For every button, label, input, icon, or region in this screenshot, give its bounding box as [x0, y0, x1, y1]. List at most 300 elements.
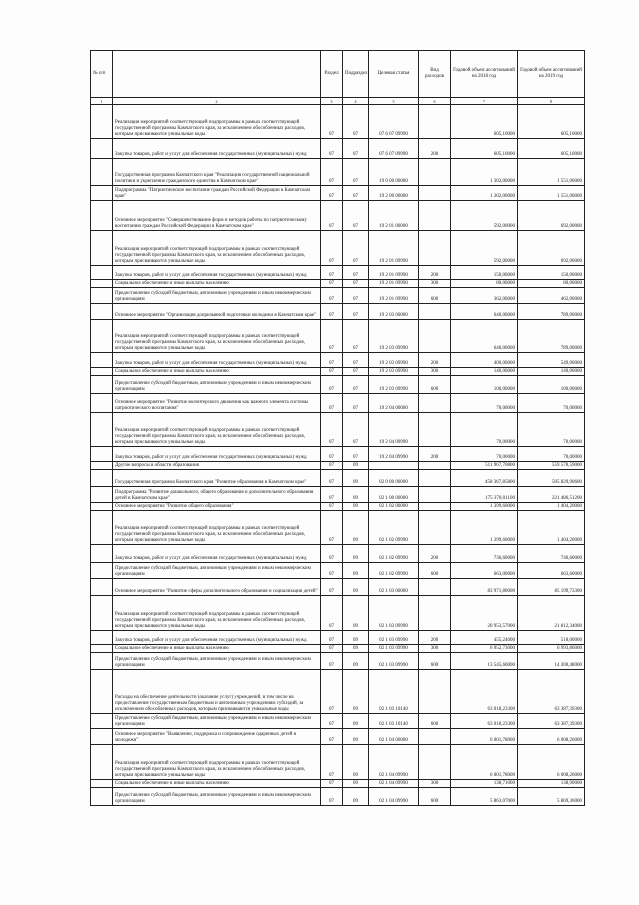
cell-expense-type [419, 579, 451, 596]
cell-name: Расходы на обеспечение деятельности (оказание услуг) учреждений, в том числе на предоставление государственным бюджетным и автономным учреждениям субсидий, за исключением обособленных расходов, которым присваиваются уникальные коды [113, 670, 321, 714]
table-row [91, 266, 585, 280]
cell-number [91, 729, 113, 745]
cell-number [91, 320, 113, 353]
cell-expense-type [419, 487, 451, 503]
table-row [91, 579, 585, 596]
cell-article: 07 6 07 09990 [369, 105, 419, 139]
cell-subsection: 07 [343, 139, 369, 159]
cell-number [91, 788, 113, 806]
table-row [91, 353, 585, 368]
cell-volume-2018: 175 370,01100 [451, 487, 518, 503]
cell-name: Государственная программа Камчатского края "Реализация государственной национальной политики и укрепление гражданского единства в Камчатском крае" [113, 159, 321, 186]
column-number: 5 [369, 98, 419, 105]
table-row [91, 159, 585, 186]
header-subsection: Подраздел [343, 51, 369, 98]
cell-subsection: 07 [343, 105, 369, 139]
cell-section: 07 [321, 745, 343, 780]
cell-volume-2018: 640,00000 [451, 320, 518, 353]
cell-name: Другие вопросы в области образования [113, 462, 321, 470]
cell-article: 19 2 03 09990 [369, 368, 419, 376]
header-section: Раздел [321, 51, 343, 98]
cell-volume-2019: 150,00000 [518, 266, 585, 280]
cell-article: 02 1 02 09990 [369, 511, 419, 545]
cell-article: 02 1 03 09990 [369, 653, 419, 670]
table-row [91, 320, 585, 353]
cell-volume-2018: 13 545,60000 [451, 653, 518, 670]
cell-volume-2018: 100,00000 [451, 376, 518, 394]
cell-expense-type: 200 [419, 353, 451, 368]
cell-expense-type [419, 231, 451, 266]
cell-volume-2018: 63 018,23300 [451, 670, 518, 714]
cell-expense-type: 200 [419, 631, 451, 645]
cell-expense-type [419, 729, 451, 745]
cell-number [91, 563, 113, 579]
table-row [91, 487, 585, 503]
column-number: 6 [419, 98, 451, 105]
cell-number [91, 353, 113, 368]
table-row [91, 563, 585, 579]
cell-name: Реализация мероприятий соответствующей подпрограммы в рамках соответствующей государственной программы Камчатского края, за исключением обособленных расходов, которым присваиваются уникальные коды [113, 320, 321, 353]
cell-name: Социальное обеспечение и иные выплаты населению [113, 280, 321, 288]
cell-section: 07 [321, 394, 343, 413]
cell-volume-2019: 605,10000 [518, 105, 585, 139]
cell-article: 19 2 00 00000 [369, 186, 419, 201]
table-row [91, 745, 585, 780]
cell-article: 02 1 04 09990 [369, 780, 419, 788]
cell-number [91, 579, 113, 596]
cell-section: 07 [321, 186, 343, 201]
cell-volume-2018: 138,71000 [451, 780, 518, 788]
cell-volume-2019: 140,00000 [518, 368, 585, 376]
cell-number [91, 280, 113, 288]
cell-section: 07 [321, 201, 343, 231]
header-volume-2018: Годовой объем ассигнований на 2018 год [451, 51, 518, 98]
header-name [113, 51, 321, 98]
cell-name: Закупка товаров, работ и услуг для обеспечения государственных (муниципальных) нужд [113, 545, 321, 563]
cell-name: Подпрограмма "Патриотическое воспитание граждан Российской Федерации в Камчатском крае" [113, 186, 321, 201]
cell-volume-2019: 692,00000 [518, 231, 585, 266]
table-row [91, 231, 585, 266]
column-number: 8 [518, 98, 585, 105]
cell-volume-2018: 663,00000 [451, 563, 518, 579]
cell-article: 02 1 02 00000 [369, 503, 419, 511]
cell-volume-2019: 692,00000 [518, 201, 585, 231]
budget-table [90, 50, 585, 806]
table-row [91, 280, 585, 288]
table-row [91, 670, 585, 714]
cell-section: 07 [321, 368, 343, 376]
header-expense-type: Вид расходов [419, 51, 451, 98]
table-row [91, 653, 585, 670]
cell-volume-2018: 63 018,23300 [451, 714, 518, 729]
cell-volume-2019: 605,10000 [518, 139, 585, 159]
cell-section: 07 [321, 376, 343, 394]
table-header [91, 51, 585, 105]
cell-expense-type [419, 596, 451, 631]
cell-number [91, 653, 113, 670]
cell-expense-type [419, 745, 451, 780]
table-row [91, 368, 585, 376]
cell-name: Социальное обеспечение и иные выплаты населению [113, 645, 321, 653]
cell-name: Государственная программа Камчатского края "Развитие образования в Камчатском крае" [113, 470, 321, 487]
cell-section: 07 [321, 780, 343, 788]
cell-subsection: 09 [343, 670, 369, 714]
cell-number [91, 487, 113, 503]
cell-volume-2018: 140,00000 [451, 368, 518, 376]
cell-article: 02 1 04 09990 [369, 745, 419, 780]
cell-article: 19 2 03 00000 [369, 304, 419, 320]
table-row [91, 186, 585, 201]
cell-name: Предоставление субсидий бюджетным, автономным учреждениям и иным некоммерческим организациям [113, 563, 321, 579]
cell-volume-2018: 1 302,00000 [451, 159, 518, 186]
cell-name: Основное мероприятие "Развитие общего образования" [113, 503, 321, 511]
cell-volume-2019: 85 199,73300 [518, 579, 585, 596]
cell-section: 07 [321, 788, 343, 806]
table-row [91, 376, 585, 394]
cell-subsection: 09 [343, 745, 369, 780]
cell-number [91, 447, 113, 462]
cell-section: 07 [321, 231, 343, 266]
cell-volume-2018: 83 971,80000 [451, 579, 518, 596]
header-article: Целевая статья [369, 51, 419, 98]
cell-section: 07 [321, 729, 343, 745]
cell-expense-type: 600 [419, 563, 451, 579]
cell-volume-2018: 5 863,07000 [451, 788, 518, 806]
cell-volume-2019: 221 486,51200 [518, 487, 585, 503]
cell-article: 02 0 00 00000 [369, 470, 419, 487]
cell-subsection: 07 [343, 413, 369, 447]
cell-article: 19 2 01 09990 [369, 231, 419, 266]
table-row [91, 631, 585, 645]
table-row [91, 105, 585, 139]
cell-name: Закупка товаров, работ и услуг для обеспечения государственных (муниципальных) нужд [113, 631, 321, 645]
cell-volume-2018: 150,00000 [451, 266, 518, 280]
cell-subsection: 07 [343, 353, 369, 368]
cell-volume-2019: 549,00000 [518, 353, 585, 368]
cell-section: 07 [321, 503, 343, 511]
cell-subsection: 07 [343, 304, 369, 320]
cell-volume-2018: 70,00000 [451, 394, 518, 413]
cell-volume-2019: 663,60000 [518, 563, 585, 579]
cell-name: Предоставление субсидий бюджетным, автономным учреждениям и иным некоммерческим организациям [113, 714, 321, 729]
cell-volume-2019: 70,00000 [518, 394, 585, 413]
table-row [91, 729, 585, 745]
cell-number [91, 394, 113, 413]
cell-section: 07 [321, 645, 343, 653]
cell-number [91, 288, 113, 304]
cell-article: 19 2 03 09990 [369, 376, 419, 394]
cell-expense-type [419, 462, 451, 470]
cell-article: 02 1 02 09990 [369, 545, 419, 563]
cell-number [91, 201, 113, 231]
cell-volume-2018: 1 302,00000 [451, 186, 518, 201]
header-row [91, 51, 585, 98]
cell-subsection: 09 [343, 631, 369, 645]
cell-article: 02 1 03 09990 [369, 645, 419, 653]
cell-expense-type [419, 413, 451, 447]
cell-expense-type: 600 [419, 788, 451, 806]
cell-name: Реализация мероприятий соответствующей подпрограммы в рамках соответствующей государственной программы Камчатского края, за исключением обособленных расходов, которым присваиваются уникальные коды [113, 745, 321, 780]
table-row [91, 470, 585, 487]
header-number: № п/п [91, 51, 113, 98]
cell-section: 07 [321, 487, 343, 503]
cell-expense-type: 200 [419, 266, 451, 280]
cell-volume-2019: 21 812,34000 [518, 596, 585, 631]
cell-article: 02 1 00 00000 [369, 487, 419, 503]
cell-subsection: 07 [343, 368, 369, 376]
table-row [91, 780, 585, 788]
cell-article: 19 2 03 09990 [369, 353, 419, 368]
cell-volume-2019: 5 869,36000 [518, 788, 585, 806]
cell-subsection: 09 [343, 470, 369, 487]
cell-subsection: 09 [343, 462, 369, 470]
cell-name: Закупка товаров, работ и услуг для обеспечения государственных (муниципальных) нужд [113, 353, 321, 368]
cell-article: 19 0 00 00000 [369, 159, 419, 186]
cell-expense-type: 300 [419, 780, 451, 788]
cell-section: 07 [321, 670, 343, 714]
cell-section: 07 [321, 266, 343, 280]
cell-article: 19 2 04 09990 [369, 413, 419, 447]
cell-subsection: 07 [343, 186, 369, 201]
cell-expense-type: 200 [419, 139, 451, 159]
cell-number [91, 139, 113, 159]
cell-subsection: 07 [343, 266, 369, 280]
cell-name: Реализация мероприятий соответствующей подпрограммы в рамках соответствующей государственной программы Камчатского края, за исключением обособленных расходов, которым присваиваются уникальные коды [113, 596, 321, 631]
cell-volume-2019: 80,00000 [518, 280, 585, 288]
cell-expense-type [419, 470, 451, 487]
table-row [91, 413, 585, 447]
table-row [91, 201, 585, 231]
cell-volume-2019: 462,00000 [518, 288, 585, 304]
cell-volume-2018: 605,10000 [451, 105, 518, 139]
cell-article: 19 2 04 09990 [369, 447, 419, 462]
cell-number [91, 462, 113, 470]
cell-name: Подпрограмма "Развитие дошкольного, общего образования и дополнительного образования детей в Камчатском крае" [113, 487, 321, 503]
cell-subsection: 09 [343, 653, 369, 670]
cell-volume-2019: 518,00000 [518, 631, 585, 645]
cell-name: Реализация мероприятий соответствующей подпрограммы в рамках соответствующей государственной программы Камчатского края, за исключением обособленных расходов, которым присваиваются уникальные коды [113, 511, 321, 545]
cell-section: 07 [321, 353, 343, 368]
cell-number [91, 631, 113, 645]
cell-number [91, 596, 113, 631]
cell-article: 07 6 07 09990 [369, 139, 419, 159]
cell-section: 07 [321, 447, 343, 462]
cell-article: 02 1 03 09990 [369, 596, 419, 631]
cell-expense-type [419, 394, 451, 413]
column-number: 4 [343, 98, 369, 105]
table-row [91, 304, 585, 320]
table-row [91, 139, 585, 159]
cell-volume-2019: 1 404,20000 [518, 511, 585, 545]
cell-subsection: 09 [343, 487, 369, 503]
cell-name: Реализация мероприятий соответствующей подпрограммы в рамках соответствующей государственной программы Камчатского края, за исключением обособленных расходов, которым присваиваются уникальные коды [113, 413, 321, 447]
cell-name: Предоставление субсидий бюджетным, автономным учреждениям и иным некоммерческим организациям [113, 376, 321, 394]
cell-expense-type: 600 [419, 714, 451, 729]
cell-number [91, 745, 113, 780]
cell-name: Предоставление субсидий бюджетным, автономным учреждениям и иным некоммерческим организациям [113, 653, 321, 670]
cell-number [91, 503, 113, 511]
cell-volume-2019: 6 008,26000 [518, 745, 585, 780]
cell-volume-2018: 362,00000 [451, 288, 518, 304]
cell-subsection: 09 [343, 511, 369, 545]
cell-name: Основное мероприятие "Организация допризывной подготовки молодежи в Камчатском крае" [113, 304, 321, 320]
cell-article: 19 2 01 09990 [369, 288, 419, 304]
cell-volume-2018: 400,00000 [451, 353, 518, 368]
cell-subsection: 09 [343, 714, 369, 729]
cell-name: Закупка товаров, работ и услуг для обеспечения государственных (муниципальных) нужд [113, 266, 321, 280]
cell-expense-type: 600 [419, 653, 451, 670]
cell-name: Предоставление субсидий бюджетным, автономным учреждениям и иным некоммерческим организациям [113, 288, 321, 304]
cell-volume-2019: 63 387,39300 [518, 670, 585, 714]
cell-section: 07 [321, 462, 343, 470]
table-row [91, 288, 585, 304]
cell-article: 19 2 01 09990 [369, 266, 419, 280]
cell-article: 02 1 04 09990 [369, 788, 419, 806]
cell-expense-type [419, 159, 451, 186]
cell-article: 02 1 02 09990 [369, 563, 419, 579]
cell-article: 02 1 03 00000 [369, 579, 419, 596]
cell-volume-2019: 6 008,26000 [518, 729, 585, 745]
cell-subsection: 07 [343, 201, 369, 231]
table-row [91, 714, 585, 729]
cell-volume-2019: 789,00000 [518, 320, 585, 353]
cell-number [91, 304, 113, 320]
cell-subsection: 07 [343, 376, 369, 394]
column-number: 3 [321, 98, 343, 105]
cell-number [91, 470, 113, 487]
cell-volume-2018: 605,10000 [451, 139, 518, 159]
cell-subsection: 09 [343, 729, 369, 745]
cell-volume-2018: 70,00000 [451, 447, 518, 462]
cell-subsection: 07 [343, 231, 369, 266]
table-row [91, 788, 585, 806]
column-number-row [91, 98, 585, 105]
cell-volume-2018: 736,60000 [451, 545, 518, 563]
cell-section: 07 [321, 653, 343, 670]
cell-name: Основное мероприятие "Развитие волонтерского движения как важного элемента системы патриотического воспитания" [113, 394, 321, 413]
table-row [91, 503, 585, 511]
cell-volume-2019: 1 404,20000 [518, 503, 585, 511]
cell-volume-2018: 70,00000 [451, 413, 518, 447]
cell-expense-type: 300 [419, 645, 451, 653]
cell-article: 02 1 03 10140 [369, 670, 419, 714]
cell-number [91, 511, 113, 545]
cell-article: 19 2 04 00000 [369, 394, 419, 413]
cell-expense-type [419, 304, 451, 320]
cell-number [91, 105, 113, 139]
cell-section: 07 [321, 511, 343, 545]
cell-section: 07 [321, 320, 343, 353]
cell-subsection: 07 [343, 447, 369, 462]
cell-volume-2018: 6 001,78000 [451, 729, 518, 745]
cell-expense-type [419, 670, 451, 714]
cell-section: 07 [321, 105, 343, 139]
cell-section: 07 [321, 139, 343, 159]
cell-section: 07 [321, 159, 343, 186]
cell-volume-2018: 6 001,78000 [451, 745, 518, 780]
cell-name: Реализация мероприятий соответствующей подпрограммы в рамках соответствующей государственной программы Камчатского края, за исключением обособленных расходов, которым присваиваются уникальные коды [113, 105, 321, 139]
cell-subsection: 09 [343, 503, 369, 511]
table-row [91, 447, 585, 462]
cell-number [91, 186, 113, 201]
cell-subsection: 07 [343, 159, 369, 186]
cell-number [91, 413, 113, 447]
column-number: 1 [91, 98, 113, 105]
cell-section: 07 [321, 631, 343, 645]
cell-subsection: 09 [343, 579, 369, 596]
cell-name: Социальное обеспечение и иные выплаты населению [113, 780, 321, 788]
cell-subsection: 07 [343, 320, 369, 353]
cell-volume-2019: 63 387,39300 [518, 714, 585, 729]
cell-number [91, 266, 113, 280]
cell-section: 07 [321, 288, 343, 304]
cell-number [91, 231, 113, 266]
cell-number [91, 714, 113, 729]
column-number: 7 [451, 98, 518, 105]
cell-volume-2019: 6 993,86000 [518, 645, 585, 653]
cell-volume-2018: 592,00000 [451, 201, 518, 231]
cell-volume-2018: 640,00000 [451, 304, 518, 320]
cell-article: 19 2 01 00000 [369, 201, 419, 231]
cell-volume-2019: 1 551,00000 [518, 159, 585, 186]
cell-volume-2018: 1 399,60000 [451, 503, 518, 511]
cell-subsection: 09 [343, 596, 369, 631]
cell-number [91, 545, 113, 563]
cell-article [369, 462, 419, 470]
cell-expense-type [419, 503, 451, 511]
cell-volume-2018: 20 953,57000 [451, 596, 518, 631]
cell-number [91, 670, 113, 714]
cell-subsection: 09 [343, 645, 369, 653]
cell-volume-2019: 138,90000 [518, 780, 585, 788]
cell-volume-2018: 80,00000 [451, 280, 518, 288]
cell-volume-2019: 1 551,00000 [518, 186, 585, 201]
cell-volume-2019: 100,00000 [518, 376, 585, 394]
cell-section: 07 [321, 304, 343, 320]
cell-volume-2018: 1 399,60000 [451, 511, 518, 545]
cell-article: 02 1 03 10140 [369, 714, 419, 729]
cell-expense-type [419, 320, 451, 353]
cell-expense-type: 200 [419, 447, 451, 462]
cell-number [91, 159, 113, 186]
table-row [91, 462, 585, 470]
cell-section: 07 [321, 579, 343, 596]
cell-number [91, 376, 113, 394]
cell-name: Реализация мероприятий соответствующей подпрограммы в рамках соответствующей государственной программы Камчатского края, за исключением обособленных расходов, которым присваиваются уникальные коды [113, 231, 321, 266]
cell-subsection: 07 [343, 394, 369, 413]
column-number: 2 [113, 98, 321, 105]
cell-article: 02 1 03 09990 [369, 631, 419, 645]
cell-number [91, 645, 113, 653]
cell-name: Закупка товаров, работ и услуг для обеспечения государственных (муниципальных) нужд [113, 447, 321, 462]
header-volume-2019: Годовой объем ассигнований на 2019 год [518, 51, 585, 98]
cell-volume-2019: 505 829,90600 [518, 470, 585, 487]
cell-volume-2018: 6 952,73000 [451, 645, 518, 653]
cell-volume-2018: 458 367,85800 [451, 470, 518, 487]
cell-subsection: 07 [343, 280, 369, 288]
cell-volume-2019: 559 578,59000 [518, 462, 585, 470]
cell-section: 07 [321, 545, 343, 563]
table-row [91, 596, 585, 631]
cell-expense-type [419, 186, 451, 201]
cell-volume-2019: 789,00000 [518, 304, 585, 320]
table-row [91, 511, 585, 545]
cell-subsection: 09 [343, 780, 369, 788]
cell-volume-2019: 740,60000 [518, 545, 585, 563]
table-body [91, 105, 585, 806]
cell-section: 07 [321, 563, 343, 579]
cell-expense-type: 200 [419, 545, 451, 563]
